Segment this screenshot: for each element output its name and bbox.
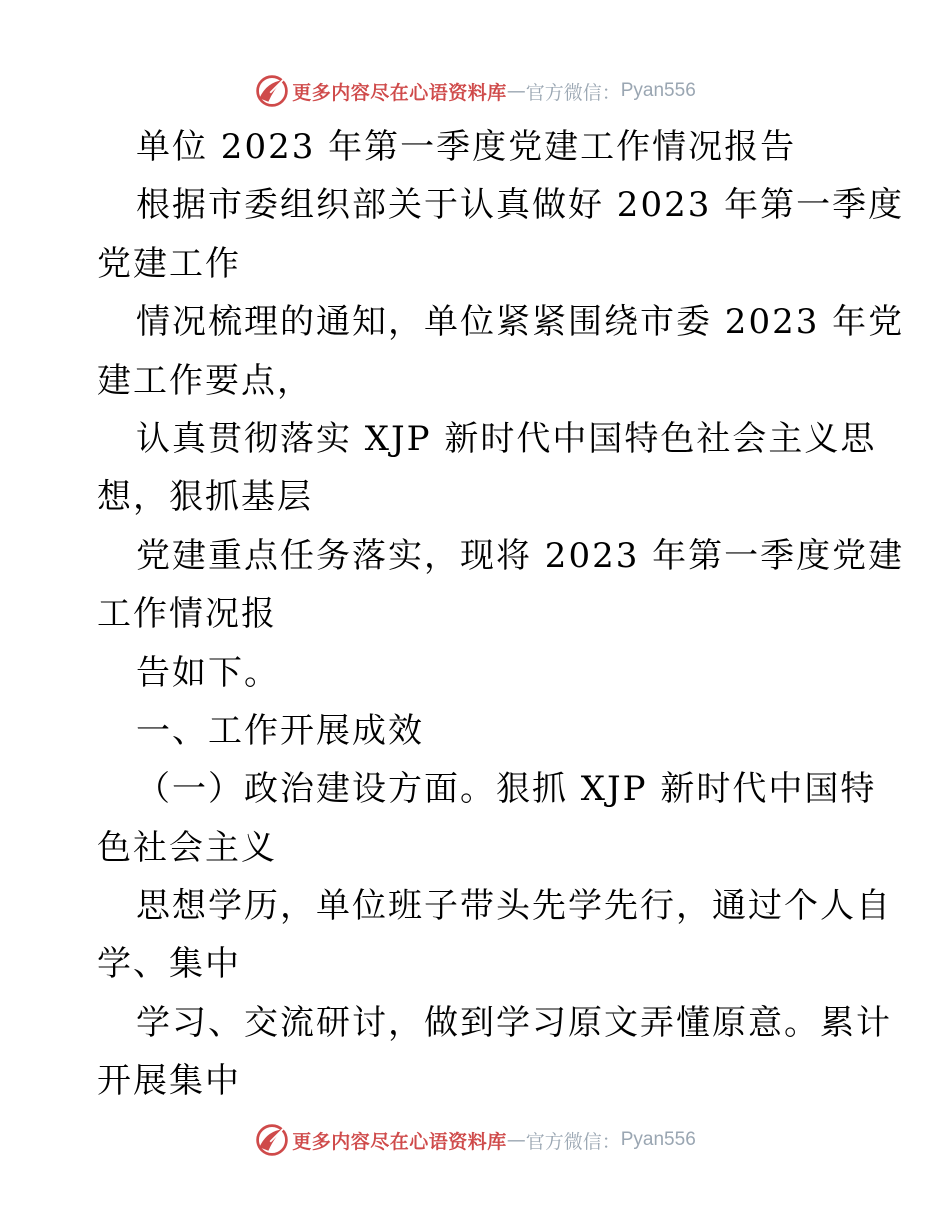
banner-wechat-id: Pyan556 xyxy=(620,80,696,101)
section-heading: 一、工作开展成效 xyxy=(136,710,424,751)
pen-logo-icon xyxy=(254,1122,290,1158)
body-line: 工作情况报 xyxy=(97,594,277,635)
body-line: 认真贯彻落实 XJP 新时代中国特色社会主义思 xyxy=(136,418,877,459)
banner-wechat-label: 官方微信： xyxy=(525,1130,621,1153)
document-body xyxy=(97,118,905,1111)
banner-site-text: 更多内容尽在心语资料库 xyxy=(292,81,507,104)
body-line: 根据市委组织部关于认真做好 2023 年第一季度 xyxy=(136,185,905,226)
banner-wechat-label: 官方微信： xyxy=(525,81,621,104)
body-line: 单位 2023 年第一季度党建工作情况报告 xyxy=(136,127,797,167)
body-line: 学习、交流研讨，做到学习原文弄懂原意。累计 xyxy=(136,1002,892,1043)
body-line: 建工作要点， xyxy=(97,360,313,401)
header-watermark-banner xyxy=(0,71,950,111)
body-line: 色社会主义 xyxy=(97,827,277,868)
banner-separator: — xyxy=(506,1129,526,1151)
body-line: 想，狠抓基层 xyxy=(97,477,313,518)
body-line: 开展集中 xyxy=(97,1061,241,1102)
banner-wechat-id: Pyan556 xyxy=(620,1129,696,1150)
body-line: （一）政治建设方面。狠抓 XJP 新时代中国特 xyxy=(136,769,877,810)
body-line: 情况梳理的通知，单位紧紧围绕市委 2023 年党 xyxy=(136,302,905,343)
body-line: 思想学历，单位班子带头先学先行，通过个人自 xyxy=(136,886,892,927)
body-line: 党建重点任务落实，现将 2023 年第一季度党建 xyxy=(136,535,905,576)
pen-logo-icon xyxy=(254,73,290,109)
body-line: 告如下。 xyxy=(136,652,280,693)
banner-separator: — xyxy=(506,80,526,102)
body-line: 学、集中 xyxy=(97,944,241,985)
body-line: 党建工作 xyxy=(97,243,241,284)
banner-site-text: 更多内容尽在心语资料库 xyxy=(292,1130,507,1153)
footer-watermark-banner xyxy=(0,1120,950,1160)
